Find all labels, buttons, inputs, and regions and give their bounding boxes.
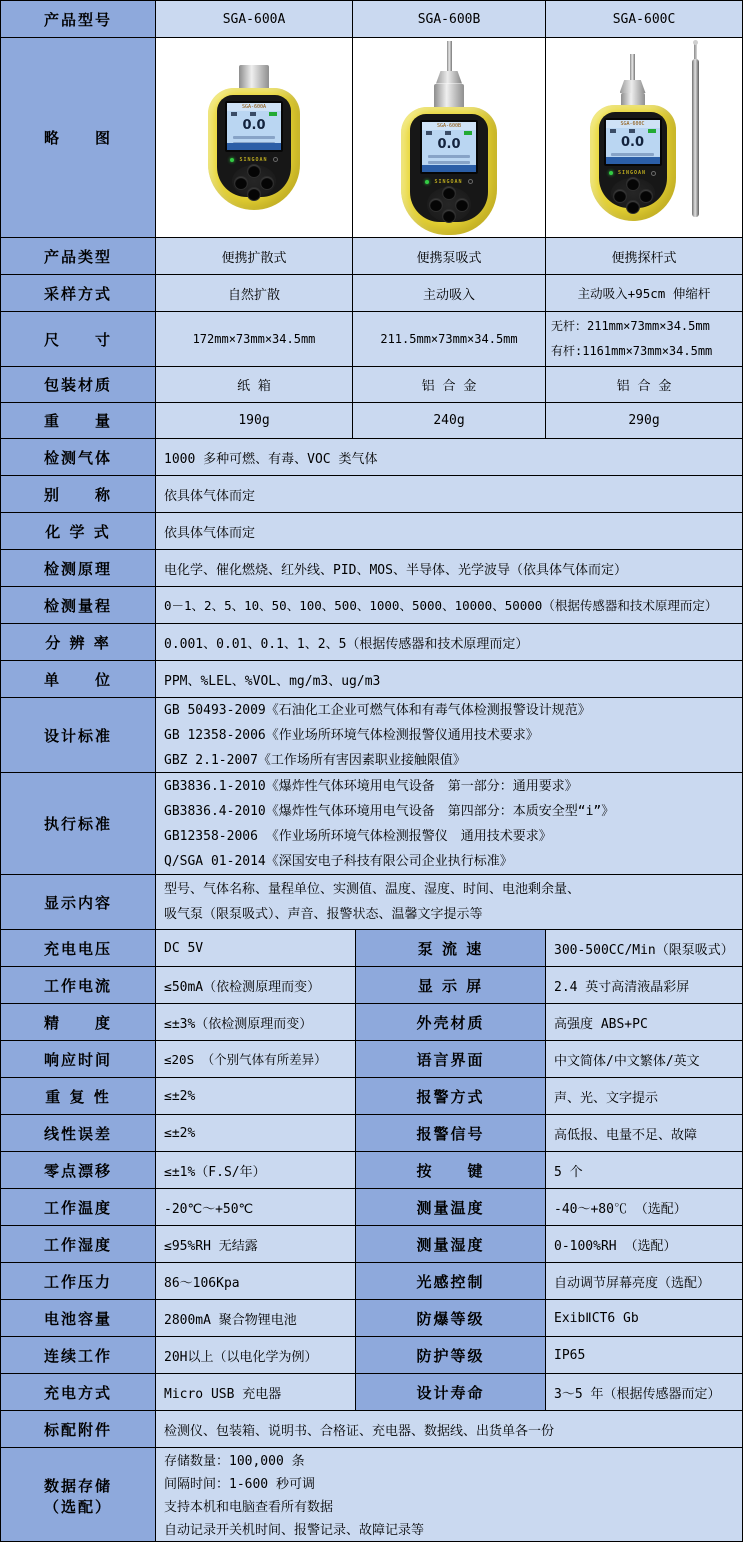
table-row-sketch xyxy=(1,38,742,238)
standard-line: GB 12358-2006《作业场所环境气体检测报警仪通用技术要求》 xyxy=(164,727,539,743)
fan-icon xyxy=(629,129,635,133)
accessories-value: 检测仪、包装箱、说明书、合格证、充电器、数据线、出货单各一份 xyxy=(156,1411,742,1447)
row-label-principle: 检测原理 xyxy=(1,550,156,586)
row-label-design-life: 设计寿命 xyxy=(356,1374,546,1410)
product-photo-sga-600a xyxy=(156,38,353,237)
device-body xyxy=(208,88,300,210)
row-label-resolution: 分 辨 率 xyxy=(1,624,156,660)
table-row-type xyxy=(1,238,742,275)
product-photo-sga-600b xyxy=(353,38,546,237)
table-row-accuracy xyxy=(1,1004,742,1041)
table-row-principle xyxy=(1,550,742,587)
storage-label-line: 数据存储 xyxy=(43,1476,112,1495)
table-row-continuous-work xyxy=(1,1337,742,1374)
accuracy-value: ≤±3%（依检测原理而变） xyxy=(156,1004,356,1040)
standard-line: Q/SGA 01-2014《深国安电子科技有限公司企业执行标准》 xyxy=(164,853,513,869)
battery-icon xyxy=(464,131,472,135)
power-icon xyxy=(273,157,278,162)
design-standard-value xyxy=(156,698,742,772)
speaker-icon xyxy=(610,129,616,133)
row-label-charging-method: 充电方式 xyxy=(1,1374,156,1410)
table-row-sampling xyxy=(1,275,742,312)
button-cluster xyxy=(232,165,276,197)
row-label-continuous-work: 连续工作 xyxy=(1,1337,156,1373)
row-label-gases: 检测气体 xyxy=(1,439,156,475)
row-label-measure-temperature: 测量温度 xyxy=(356,1189,546,1225)
row-label-product-model: 产品型号 xyxy=(1,1,156,37)
row-label-measure-humidity: 测量湿度 xyxy=(356,1226,546,1262)
row-label-working-temperature: 工作温度 xyxy=(1,1189,156,1225)
standard-line: GB12358-2006 《作业场所环境气体检测报警仪 通用技术要求》 xyxy=(164,828,552,844)
table-row-linearity-error xyxy=(1,1115,742,1152)
row-label-weight: 重 量 xyxy=(1,403,156,438)
table-row-formula xyxy=(1,513,742,550)
table-row-response-time xyxy=(1,1041,742,1078)
measure-temperature-value: -40～+80℃ （选配） xyxy=(546,1189,742,1225)
light-control-value: 自动调节屏幕亮度（选配） xyxy=(546,1263,742,1299)
display-content-value xyxy=(156,875,742,929)
storage-line: 间隔时间：1-600 秒可调 xyxy=(164,1476,315,1492)
table-row-battery-capacity xyxy=(1,1300,742,1337)
gases-value: 1000 多种可燃、有毒、VOC 类气体 xyxy=(156,439,742,475)
brand-label: SINGOAN xyxy=(617,170,647,177)
device-midrow xyxy=(425,178,472,185)
device-midrow xyxy=(609,170,656,176)
linearity-error-value: ≤±2% xyxy=(156,1115,356,1151)
row-label-alias: 别 称 xyxy=(1,476,156,512)
size-a-cell: 172mm×73mm×34.5mm xyxy=(156,312,353,366)
device-panel xyxy=(217,95,291,197)
row-label-alarm-mode: 报警方式 xyxy=(356,1078,546,1114)
device-body xyxy=(590,105,676,221)
device-panel xyxy=(599,112,667,208)
brand-label: SINGOAN xyxy=(239,156,268,163)
shell-material-value: 高强度 ABS+PC xyxy=(546,1004,742,1040)
standard-line: GB 50493-2009《石油化工企业可燃气体和有毒气体检测报警设计规范》 xyxy=(164,702,591,718)
table-row-zero-drift xyxy=(1,1152,742,1189)
size-c-line: 有杆:1161mm×73mm×34.5mm xyxy=(551,344,713,358)
model-c-cell: SGA-600C xyxy=(546,1,742,37)
table-row-repeatability xyxy=(1,1078,742,1115)
row-label-protection-grade: 防护等级 xyxy=(356,1337,546,1373)
screen-data-line xyxy=(428,155,470,158)
exec-standard-value xyxy=(156,773,742,874)
protection-grade-value: IP65 xyxy=(546,1337,742,1373)
pump-collar xyxy=(436,71,462,84)
table-row-exec-standard xyxy=(1,773,742,875)
working-temperature-value: -20℃～+50℃ xyxy=(156,1189,356,1225)
model-b-cell: SGA-600B xyxy=(353,1,546,37)
table-row-model xyxy=(1,1,742,38)
row-label-zero-drift: 零点漂移 xyxy=(1,1152,156,1188)
alarm-signal-value: 高低报、电量不足、故障 xyxy=(546,1115,742,1151)
screen-model-text: SGA-600C xyxy=(606,120,660,128)
screen-data-line xyxy=(233,136,275,139)
packing-b-cell: 铝 合 金 xyxy=(353,367,546,402)
row-label-working-pressure: 工作压力 xyxy=(1,1263,156,1299)
storage-line: 自动记录开关机时间、报警记录、故障记录等 xyxy=(164,1522,425,1538)
table-row-data-storage xyxy=(1,1448,742,1542)
charge-voltage-value: DC 5V xyxy=(156,930,356,966)
row-label-formula: 化 学 式 xyxy=(1,513,156,549)
row-label-language: 语言界面 xyxy=(356,1041,546,1077)
formula-value: 依具体气体而定 xyxy=(156,513,742,549)
sampling-c-cell: 主动吸入+95cm 伸缩杆 xyxy=(546,275,742,311)
row-label-accessories: 标配附件 xyxy=(1,1411,156,1447)
working-current-value: ≤50mA（依检测原理而变） xyxy=(156,967,356,1003)
row-label-type: 产品类型 xyxy=(1,238,156,274)
weight-b-cell: 240g xyxy=(353,403,546,438)
enter-button xyxy=(443,210,455,222)
screen-status-bar xyxy=(227,143,281,150)
resolution-value: 0.001、0.01、0.1、1、2、5（根据传感器和技术原理而定） xyxy=(156,624,742,660)
screen-status-icons xyxy=(606,128,660,134)
table-row-alias xyxy=(1,476,742,513)
product-photo-sga-600c xyxy=(546,38,742,237)
row-label-pump-flow: 泵 流 速 xyxy=(356,930,546,966)
standard-line: GB3836.1-2010《爆炸性气体环境用电气设备 第一部分：通用要求》 xyxy=(164,778,578,794)
left-button xyxy=(614,190,626,202)
charging-method-value: Micro USB 充电器 xyxy=(156,1374,356,1410)
screen-status-icons xyxy=(422,130,476,136)
sensor-cap xyxy=(239,65,269,90)
menu-button xyxy=(248,165,260,177)
row-label-unit: 单 位 xyxy=(1,661,156,697)
menu-button xyxy=(443,187,455,199)
zero-drift-value: ≤±1%（F.S/年） xyxy=(156,1152,356,1188)
row-label-display-screen: 显 示 屏 xyxy=(356,967,546,1003)
weight-a-cell: 190g xyxy=(156,403,353,438)
row-label-display-content: 显示内容 xyxy=(1,875,156,929)
alarm-mode-value: 声、光、文字提示 xyxy=(546,1078,742,1114)
row-label-buttons: 按 键 xyxy=(356,1152,546,1188)
pump-probe xyxy=(447,41,452,71)
device-panel xyxy=(410,114,488,222)
principle-value: 电化学、催化燃烧、红外线、PID、MOS、半导体、光学波导（依具体气体而定） xyxy=(156,550,742,586)
alias-value: 依具体气体而定 xyxy=(156,476,742,512)
row-label-accuracy: 精 度 xyxy=(1,1004,156,1040)
screen-data-line xyxy=(611,153,653,156)
table-row-accessories xyxy=(1,1411,742,1448)
left-button xyxy=(430,199,442,211)
device-screen xyxy=(225,101,283,152)
sensor-cap xyxy=(434,84,464,109)
response-time-value: ≤20S （个别气体有所差异） xyxy=(156,1041,356,1077)
table-row-working-humidity xyxy=(1,1226,742,1263)
model-a-cell: SGA-600A xyxy=(156,1,353,37)
button-cluster xyxy=(611,178,655,208)
enter-button xyxy=(627,201,639,213)
row-label-repeatability: 重 复 性 xyxy=(1,1078,156,1114)
repeatability-value: ≤±2% xyxy=(156,1078,356,1114)
explosion-proof-value: ExibⅡCT6 Gb xyxy=(546,1300,742,1336)
enter-button xyxy=(248,188,260,200)
design-life-value: 3～5 年（根据传感器而定） xyxy=(546,1374,742,1410)
battery-capacity-value: 2800mA 聚合物锂电池 xyxy=(156,1300,356,1336)
pump-collar xyxy=(620,80,646,93)
row-label-shell-material: 外壳材质 xyxy=(356,1004,546,1040)
table-row-working-temperature xyxy=(1,1189,742,1226)
table-row-gases xyxy=(1,439,742,476)
battery-icon xyxy=(648,129,656,133)
table-row-working-pressure xyxy=(1,1263,742,1300)
screen-model-text: SGA-600A xyxy=(227,103,281,111)
fan-icon xyxy=(445,131,451,135)
row-label-response-time: 响应时间 xyxy=(1,1041,156,1077)
screen-model-text: SGA-600B xyxy=(422,122,476,130)
table-row-weight xyxy=(1,403,742,439)
button-cluster xyxy=(427,187,471,222)
gas-detector-probe-rod xyxy=(590,54,676,221)
table-row-packing xyxy=(1,367,742,403)
weight-c-cell: 290g xyxy=(546,403,742,438)
table-row-unit xyxy=(1,661,742,698)
row-label-linearity-error: 线性误差 xyxy=(1,1115,156,1151)
power-icon xyxy=(651,171,656,176)
brand-label: SINGOAN xyxy=(434,178,463,185)
device-body xyxy=(401,107,497,235)
row-label-size: 尺 寸 xyxy=(1,312,156,366)
language-value: 中文简体/中文繁体/英文 xyxy=(546,1041,742,1077)
standard-line: GBZ 2.1-2007《工作场所有害因素职业接触限值》 xyxy=(164,752,466,768)
screen-data-line xyxy=(428,161,470,164)
table-row-resolution xyxy=(1,624,742,661)
right-button xyxy=(261,177,273,189)
right-button xyxy=(640,190,652,202)
table-row-size xyxy=(1,312,742,367)
standard-line: GB3836.4-2010《爆炸性气体环境用电气设备 第四部分：本质安全型“i”》 xyxy=(164,803,615,819)
row-label-design-standard: 设计标准 xyxy=(1,698,156,772)
storage-line: 存储数量：100,000 条 xyxy=(164,1453,305,1469)
led-indicator xyxy=(425,180,429,184)
size-c-line: 无杆：211mm×73mm×34.5mm xyxy=(551,319,710,333)
table-row-display-content xyxy=(1,875,742,930)
table-row-range xyxy=(1,587,742,624)
type-c-cell: 便携探杆式 xyxy=(546,238,742,274)
table-row-working-current xyxy=(1,967,742,1004)
type-b-cell: 便携泵吸式 xyxy=(353,238,546,274)
row-label-working-current: 工作电流 xyxy=(1,967,156,1003)
display-screen-value: 2.4 英寸高清液晶彩屏 xyxy=(546,967,742,1003)
row-label-exec-standard: 执行标准 xyxy=(1,773,156,874)
power-icon xyxy=(468,179,473,184)
storage-line: 支持本机和电脑查看所有数据 xyxy=(164,1499,334,1515)
table-row-design-standard xyxy=(1,698,742,773)
menu-button xyxy=(627,178,639,190)
continuous-work-value: 20H以上（以电化学为例） xyxy=(156,1337,356,1373)
working-pressure-value: 86～106Kpa xyxy=(156,1263,356,1299)
row-label-packing: 包装材质 xyxy=(1,367,156,402)
size-c-cell xyxy=(546,312,742,366)
row-label-charge-voltage: 充电电压 xyxy=(1,930,156,966)
row-label-alarm-signal: 报警信号 xyxy=(356,1115,546,1151)
gas-detector-pump xyxy=(401,41,497,235)
screen-status-bar xyxy=(606,157,660,164)
packing-a-cell: 纸 箱 xyxy=(156,367,353,402)
device-screen xyxy=(420,120,478,175)
row-label-sketch: 略 图 xyxy=(1,38,156,237)
device-midrow xyxy=(230,156,277,162)
working-humidity-value: ≤95%RH 无结露 xyxy=(156,1226,356,1262)
sampling-a-cell: 自然扩散 xyxy=(156,275,353,311)
led-indicator xyxy=(230,158,234,162)
row-label-battery-capacity: 电池容量 xyxy=(1,1300,156,1336)
left-button xyxy=(235,177,247,189)
packing-c-cell: 铝 合 金 xyxy=(546,367,742,402)
type-a-cell: 便携扩散式 xyxy=(156,238,353,274)
row-label-range: 检测量程 xyxy=(1,587,156,623)
storage-label-line: （选配） xyxy=(43,1497,112,1516)
sampling-b-cell: 主动吸入 xyxy=(353,275,546,311)
fan-icon xyxy=(250,112,256,116)
row-label-working-humidity: 工作湿度 xyxy=(1,1226,156,1262)
display-line: 型号、气体名称、量程单位、实测值、温度、湿度、时间、电池剩余量、 xyxy=(164,882,581,897)
screen-status-bar xyxy=(422,165,476,172)
display-line: 吸气泵（限泵吸式）、声音、报警状态、温馨文字提示等 xyxy=(164,907,483,922)
device-screen xyxy=(604,118,662,166)
range-value: 0－1、2、5、10、50、100、500、1000、5000、10000、50000（根据传感器和技术原理而定） xyxy=(156,587,742,623)
screen-reading: 0.0 xyxy=(437,136,461,152)
speaker-icon xyxy=(231,112,237,116)
led-indicator xyxy=(609,171,613,175)
gas-detector-diffusion xyxy=(208,65,300,210)
telescopic-rod xyxy=(692,59,699,217)
pump-flow-value: 300-500CC/Min（限泵吸式） xyxy=(546,930,742,966)
battery-icon xyxy=(269,112,277,116)
speaker-icon xyxy=(426,131,432,135)
pump-probe xyxy=(630,54,635,80)
unit-value: PPM、%LEL、%VOL、mg/m3、ug/m3 xyxy=(156,661,742,697)
right-button xyxy=(456,199,468,211)
row-label-sampling: 采样方式 xyxy=(1,275,156,311)
screen-status-icons xyxy=(227,111,281,117)
table-row-charge-voltage xyxy=(1,930,742,967)
row-label-explosion-proof: 防爆等级 xyxy=(356,1300,546,1336)
table-row-charging-method xyxy=(1,1374,742,1411)
screen-reading: 0.0 xyxy=(242,118,266,133)
measure-humidity-value: 0-100%RH （选配） xyxy=(546,1226,742,1262)
size-b-cell: 211.5mm×73mm×34.5mm xyxy=(353,312,546,366)
screen-reading: 0.0 xyxy=(620,135,645,150)
data-storage-value xyxy=(156,1448,742,1542)
buttons-value: 5 个 xyxy=(546,1152,742,1188)
row-label-data-storage xyxy=(1,1448,156,1542)
row-label-light-control: 光感控制 xyxy=(356,1263,546,1299)
